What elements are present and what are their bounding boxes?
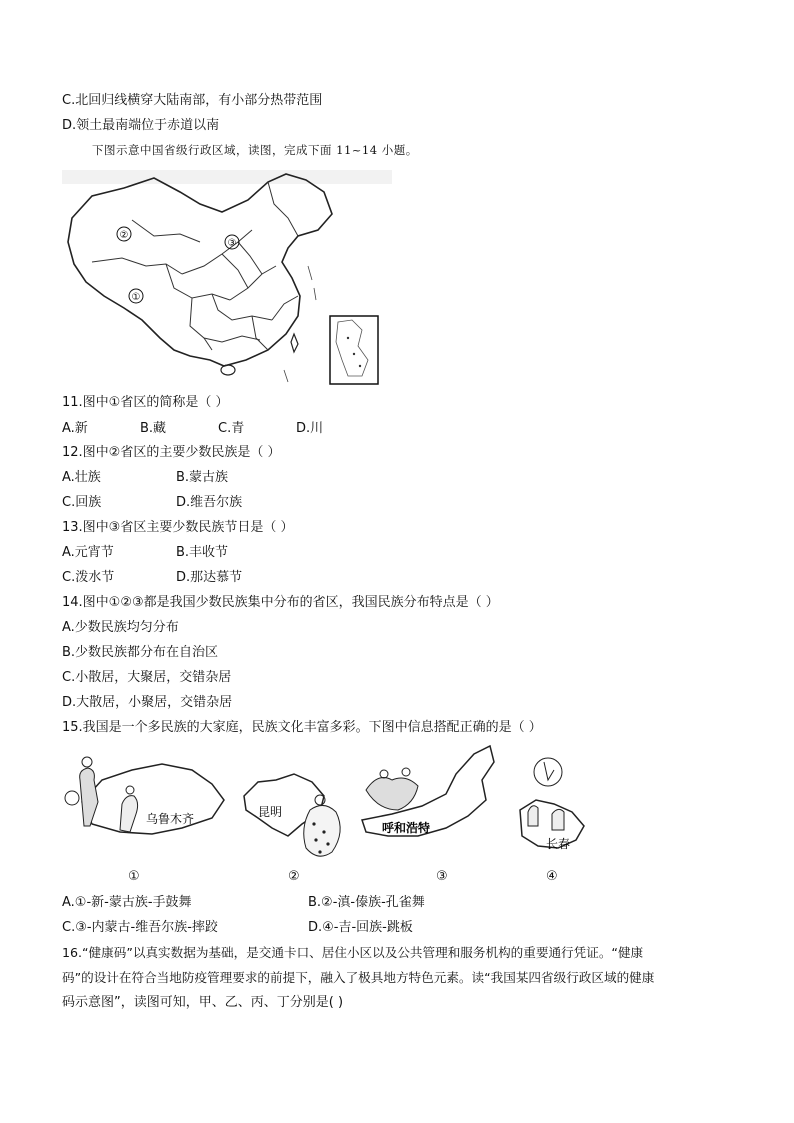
q12-option-a[interactable]: A.壮族	[62, 470, 101, 485]
q15-stem: 15.我国是一个多民族的大家庭，民族文化丰富多彩。下图中信息搭配正确的是（ ）	[62, 720, 542, 735]
city-label-hohhot: 呼和浩特	[382, 821, 431, 835]
q14-option-d[interactable]: D.大散居，小聚居，交错杂居	[62, 695, 233, 710]
q15-option-b[interactable]: B.②-滇-傣族-孔雀舞	[308, 895, 425, 910]
panel-number-3: ③	[436, 869, 448, 884]
q11-option-a[interactable]: A.新	[62, 421, 88, 436]
q15-option-a[interactable]: A.①-新-蒙古族-手鼓舞	[62, 895, 192, 910]
intro-11-14: 下图示意中国省级行政区域，读图，完成下面 11~14 小题。	[92, 143, 418, 157]
panel-number-2: ②	[288, 869, 300, 884]
map-marker-3: ③	[227, 238, 237, 249]
q11-option-d[interactable]: D.川	[296, 421, 324, 436]
city-label-kunming: 昆明	[258, 805, 283, 819]
q14-option-a[interactable]: A.少数民族均匀分布	[62, 620, 179, 635]
map-marker-1: ①	[131, 292, 141, 303]
city-label-changchun: 长春	[546, 837, 571, 851]
q15-option-c[interactable]: C.③-内蒙古-维吾尔族-摔跤	[62, 920, 218, 935]
q13-stem: 13.图中③省区主要少数民族节日是（ ）	[62, 520, 294, 535]
q11-option-c[interactable]: C.青	[218, 421, 245, 436]
china-map-figure	[62, 170, 392, 388]
q13-option-a[interactable]: A.元宵节	[62, 545, 114, 560]
q14-option-b[interactable]: B.少数民族都分布在自治区	[62, 645, 219, 660]
city-label-urumqi: 乌鲁木齐	[146, 812, 195, 826]
q16-line-3: 码示意图”，读图可知，甲、乙、丙、丁分别是( )	[62, 995, 344, 1010]
q11-option-b[interactable]: B.藏	[140, 421, 167, 436]
q10-option-d: D.领土最南端位于赤道以南	[62, 118, 220, 133]
q11-stem: 11.图中①省区的简称是（ ）	[62, 395, 229, 410]
q16-line-1: 16.“健康码”以真实数据为基础，是交通卡口、居住小区以及公共管理和服务机构的重要通行凭证。“健康	[62, 945, 644, 960]
panel-number-1: ①	[128, 869, 140, 884]
panel-number-4: ④	[546, 869, 558, 884]
q14-stem: 14.图中①②③都是我国少数民族集中分布的省区，我国民族分布特点是（ ）	[62, 595, 499, 610]
q15-option-d[interactable]: D.④-吉-回族-跳板	[308, 920, 413, 935]
china-province-map	[62, 170, 392, 388]
q12-option-b[interactable]: B.蒙古族	[176, 470, 229, 485]
q13-option-d[interactable]: D.那达慕节	[176, 570, 243, 585]
q12-option-d[interactable]: D.维吾尔族	[176, 495, 243, 510]
ethnic-culture-figure-strip	[62, 740, 592, 865]
q14-option-c[interactable]: C.小散居，大聚居，交错杂居	[62, 670, 232, 685]
q13-option-b[interactable]: B.丰收节	[176, 545, 229, 560]
map-marker-2: ②	[119, 230, 129, 241]
q12-option-c[interactable]: C.回族	[62, 495, 102, 510]
q10-option-c: C.北回归线横穿大陆南部，有小部分热带范围	[62, 93, 323, 108]
q13-option-c[interactable]: C.泼水节	[62, 570, 115, 585]
q12-stem: 12.图中②省区的主要少数民族是（ ）	[62, 445, 281, 460]
q16-line-2: 码”的设计在符合当地防疫管理要求的前提下，融入了极具地方特色元素。读“我国某四省级行政区域的健康	[62, 970, 655, 985]
